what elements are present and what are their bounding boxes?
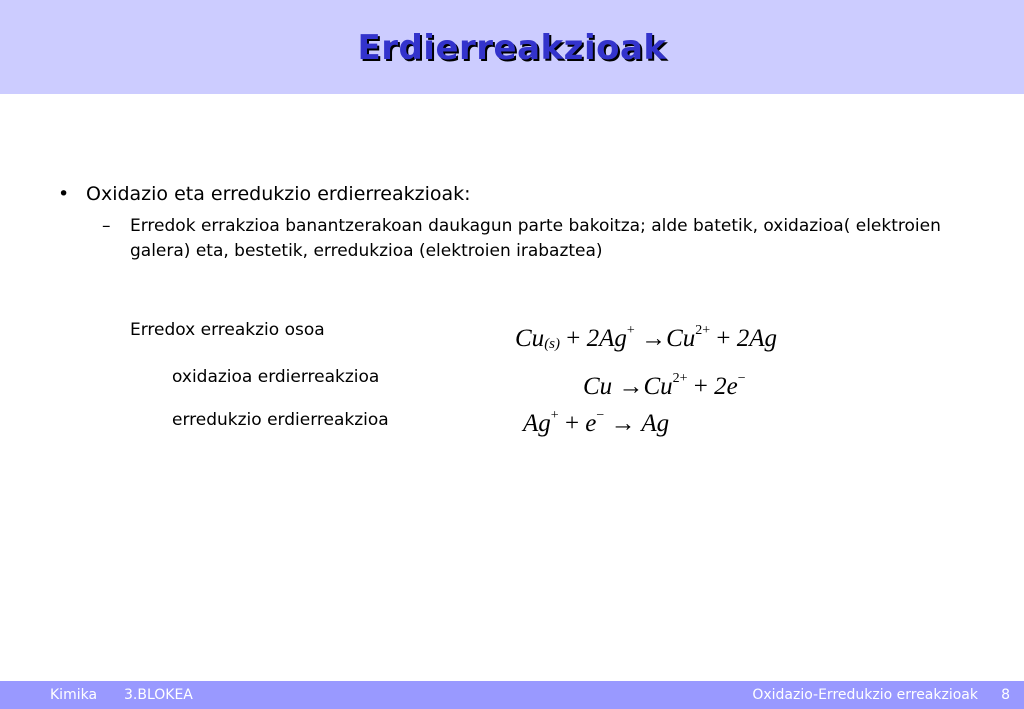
- eq-term: Cu: [515, 325, 545, 352]
- eq-term: Cu: [583, 373, 613, 400]
- eq-charge: −: [737, 371, 746, 386]
- eq-term: Ag: [523, 410, 551, 437]
- dash-icon: –: [102, 216, 111, 236]
- eq-charge: 2+: [695, 323, 711, 338]
- eq-charge: +: [550, 408, 559, 423]
- bullet-item: [58, 180, 471, 208]
- bullet-text: Oxidazio eta erredukzio erdierreakzioak:: [86, 183, 471, 205]
- arrow-icon: →: [610, 410, 636, 437]
- eq-term: 2Ag: [736, 325, 778, 352]
- eq-term: Cu: [643, 373, 673, 400]
- eq-charge: 2+: [672, 371, 688, 386]
- eq-term: Ag: [641, 410, 670, 437]
- eq-term: Cu: [666, 325, 696, 352]
- eq-charge: +: [626, 323, 635, 338]
- footer-topic: Oxidazio-Erredukzio erreakzioak: [752, 687, 978, 703]
- page-number: 8: [1001, 687, 1010, 703]
- overall-equation: [515, 316, 777, 359]
- oxidation-equation: [583, 364, 746, 402]
- eq-operator: +: [566, 325, 581, 352]
- footer-block: 3.BLOKEA: [124, 687, 193, 703]
- eq-term: 2e: [714, 373, 738, 400]
- eq-term: e: [585, 410, 597, 437]
- overall-reaction-label: Erredox erreakzio osoa: [130, 320, 325, 340]
- eq-operator: +: [564, 410, 580, 437]
- eq-state: (s): [544, 336, 561, 352]
- slide-title: Erdierreakzioak: [357, 28, 667, 68]
- footer-subject: Kimika: [50, 687, 98, 703]
- arrow-icon: →: [618, 373, 644, 400]
- reduction-equation: [523, 401, 669, 439]
- bullet-icon: •: [58, 183, 70, 205]
- eq-operator: +: [693, 373, 708, 400]
- eq-term: 2Ag: [586, 325, 627, 352]
- sub-bullet-item: [102, 214, 942, 264]
- reduction-label: erredukzio erdierreakzioa: [172, 410, 389, 430]
- eq-charge: −: [596, 408, 605, 423]
- sub-bullet-text: Erredok errakzioa banantzerakoan daukagun parte bakoitza; alde batetik, oxidazioa( elektroien galera) eta, bestetik, erredukzioa (elektroien irabaztea): [130, 216, 941, 261]
- eq-operator: +: [716, 325, 731, 352]
- arrow-icon: →: [641, 325, 667, 352]
- oxidation-label: oxidazioa erdierreakzioa: [172, 367, 380, 387]
